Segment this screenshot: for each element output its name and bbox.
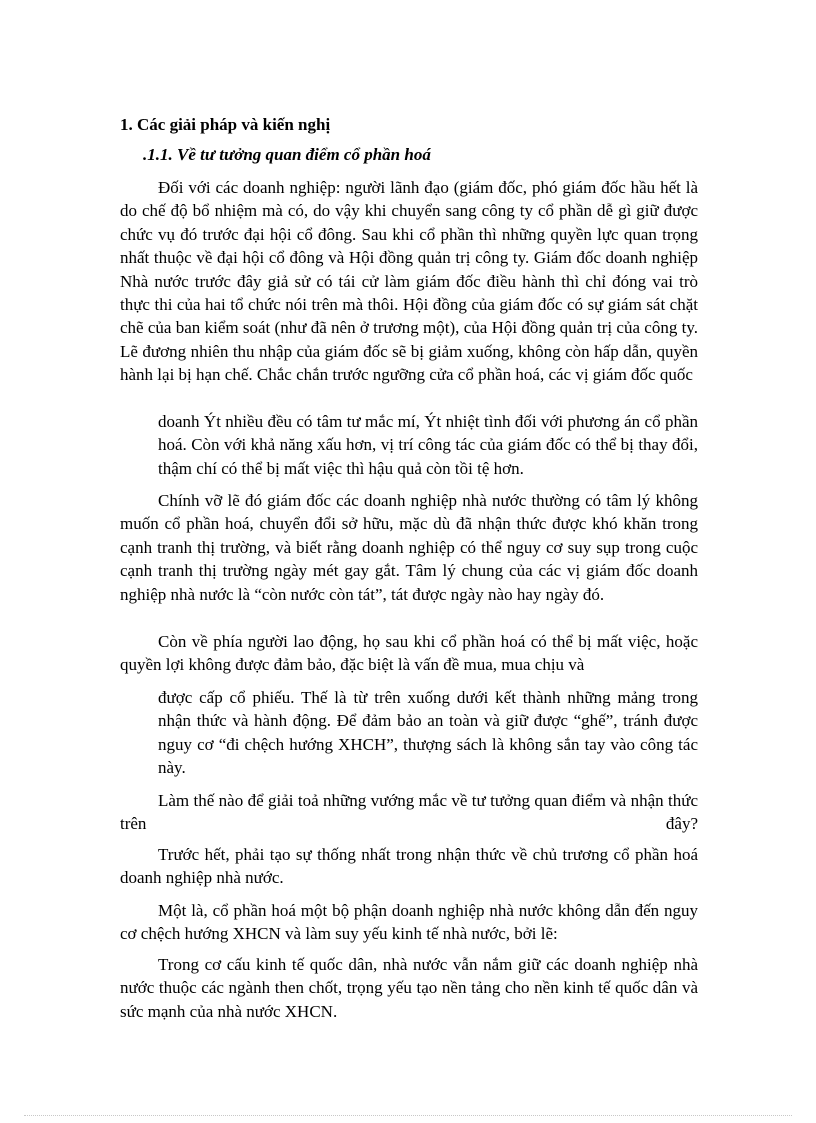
paragraph-6: Làm thế nào để giải toả những vướng mắc về tư tưởng quan điểm và nhận thức trên đây? <box>120 791 698 834</box>
paragraph-1: Đối với các doanh nghiệp: người lãnh đạo (giám đốc, phó giám đốc hầu hết là do chế độ bổ nhiệm mà có, do vậy khi chuyển sang công ty cổ phần dễ gì giữ được chức vụ đó trước đại hội cổ đông. Sau khi cổ phần thì những quyền lực quan trọng nhất thuộc về đại hội cổ đông và Hội đồng quản trị công ty. Giám đốc doanh nghiệp Nhà nước trước đây giả sử có tái cử làm giám đốc điều hành thì chỉ đóng vai trò thực thi của hai tổ chức nói trên mà thôi. Hội đồng của giám đốc có sự giám sát chặt chẽ của ban kiểm soát (như đã nên ở trương một), của Hội đồng quản trị của công ty. Lẽ đương nhiên thu nhập của giám đốc sẽ bị giảm xuống, không còn hấp dẫn, quyền hành lại bị hạn chế. Chắc chắn trước ngưỡng cửa cổ phần hoá, các vị giám đốc quốc <box>120 178 698 385</box>
paragraph-7: Trước hết, phải tạo sự thống nhất trong nhận thức về chủ trương cổ phần hoá doanh nghiệp nhà nước. <box>120 845 698 888</box>
page-bottom-divider <box>24 1115 792 1116</box>
section-heading: 1. Các giải pháp và kiến nghị <box>120 115 331 134</box>
paragraph-2: doanh Ýt nhiều đều có tâm tư mắc mí, Ýt nhiệt tình đối với phương án cổ phần hoá. Còn với khả năng xấu hơn, vị trí công tác của giám đốc có thể bị thay đổi, thậm chí có thể bị mất việc thì hậu quả còn tồi tệ hơn. <box>158 412 698 478</box>
subsection-heading: .1.1. Về tư tưởng quan điểm cổ phần hoá <box>143 145 431 164</box>
paragraph-9: Trong cơ cấu kinh tế quốc dân, nhà nước vẫn nắm giữ các doanh nghiệp nhà nước thuộc các ngành then chốt, trọng yếu tạo nền tảng cho nền kinh tế quốc dân và sức mạnh của nhà nước XHCN. <box>120 955 698 1021</box>
paragraph-3: Chính vỡ lẽ đó giám đốc các doanh nghiệp nhà nước thường có tâm lý không muốn cổ phần hoá, chuyển đổi sở hữu, mặc dù đã nhận thức được khó khăn trong cạnh tranh thị trường, và biết rằng doanh nghiệp có thể nguy cơ suy sụp trong cuộc cạnh tranh thị trường ngày mét gay gắt. Tâm lý chung của các vị giám đốc doanh nghiệp nhà nước là “còn nước còn tát”, tát được ngày nào hay ngày đó. <box>120 491 698 604</box>
paragraph-5: được cấp cổ phiếu. Thế là từ trên xuống dưới kết thành những mảng trong nhận thức và hành động. Để đảm bảo an toàn và giữ được “ghế”, tránh được nguy cơ “đi chệch hướng XHCH”, thượng sách là không sắn tay vào công tác này. <box>158 688 698 778</box>
paragraph-4: Còn về phía người lao động, họ sau khi cổ phần hoá có thể bị mất việc, hoặc quyền lợi không được đảm bảo, đặc biệt là vấn đề mua, mua chịu và <box>120 632 698 675</box>
paragraph-8: Một là, cổ phần hoá một bộ phận doanh nghiệp nhà nước không dẫn đến nguy cơ chệch hướng XHCN và làm suy yếu kinh tế nhà nước, bởi lẽ: <box>120 901 698 944</box>
